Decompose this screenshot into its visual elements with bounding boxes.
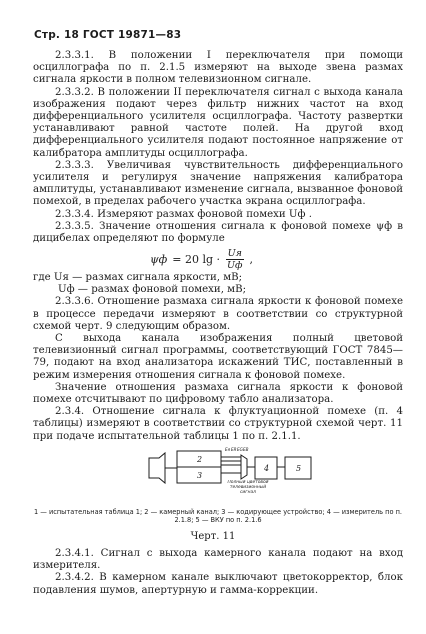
test-chart-icon: [149, 453, 165, 483]
paragraph-2-3-3-1: 2.3.3.1. В положении I переключателя при помощи осциллографа по п. 2.1.5 измеряют на выходе звена размах сигнала яркости в полном телевизионном сигнале.: [33, 50, 403, 86]
formula: [150, 248, 253, 271]
formula-numerator: Uя: [227, 248, 242, 259]
where-line-2: Uф — размах фоновой помехи, мВ;: [58, 284, 247, 296]
label-er: ER: [231, 447, 237, 452]
paragraph-readout: Значение отношения размаха сигнала яркости к фоновой помехе отсчитывают по цифровому табло анализатора.: [33, 381, 403, 406]
signal-label: Полный цветовой телевизионный сигнал: [227, 480, 269, 495]
label-ey: Eя: [225, 447, 231, 452]
box-5-label: 5: [296, 464, 302, 473]
formula-tail: ,: [249, 253, 253, 266]
paragraph-signal-program: С выхода канала изображения полный цветовой телевизионный сигнал программы, соответствующий ГОСТ 7845—79, подают на вход анализатора искажений ТИС, поставленный в режим измерения отношения сигнала к фоновой помехе.: [33, 333, 403, 381]
formula-lhs: ψф: [150, 253, 168, 266]
where-line-1: где Uя — размах сигнала яркости, мВ;: [33, 272, 243, 283]
formula-eq: = 20 lg ·: [172, 253, 221, 266]
paragraph-2-3-3-4: 2.3.3.4. Измеряют размах фоновой помехи Uф .: [55, 208, 312, 220]
box-3-label: 3: [197, 471, 203, 480]
formula-fraction: [225, 248, 244, 271]
block-diagram: [145, 445, 315, 503]
paragraph-2-3-3-5: 2.3.3.5. Значение отношения сигнала к фоновой помехе ψф в дицибелах определяют по формуле: [33, 220, 403, 245]
paragraph-2-3-4-2: 2.3.4.2. В камерном канале выключают цветокорректор, блок подавления шумов, апертурную и гамма-коррекции.: [33, 572, 403, 596]
page-header: Стр. 18 ГОСТ 19871—83: [34, 29, 182, 41]
formula-denominator: Uф: [227, 260, 243, 271]
figure-caption: 1 — испытательная таблица 1; 2 — камерный канал; 3 — кодирующее устройство; 4 — измеритель по п. 2.1.8; 5 — ВКУ по п. 2.1.6: [33, 508, 402, 524]
paragraph-2-3-4-1: 2.3.4.1. Сигнал с выхода камерного канала подают на вход измерителя.: [33, 548, 403, 572]
paragraph-2-3-3-3: 2.3.3.3. Увеличивая чувствительность дифференциального усилителя и регулируя значение напряжения калибратора амплитуды, устанавливают изменение сигнала, вызванное фоновой помехой, в пределах рабочего участка экрана осциллографа.: [33, 159, 403, 208]
text-block-2: [33, 272, 403, 443]
label-eb: EB: [243, 447, 249, 452]
paragraph-2-3-3-6: 2.3.3.6. Отношение размаха сигнала яркости к фоновой помехе в процессе передачи измеряют в соответствии со структурной схемой черт. 9 следующим образом.: [33, 296, 403, 332]
box-4-label: 4: [264, 464, 270, 473]
figure-title: Черт. 11: [190, 531, 236, 542]
text-block-1: [33, 50, 403, 245]
paragraph-2-3-4: 2.3.4. Отношение сигнала к флуктуационной помехе (п. 4 таблицы) измеряют в соответствии со структурной схемой черт. 11 при подаче испытательной таблицы 1 по п. 2.1.1.: [33, 406, 403, 442]
label-eg: EG: [237, 447, 243, 452]
text-block-3: [33, 548, 403, 597]
box-2-label: 2: [197, 455, 203, 464]
paragraph-2-3-3-2: 2.3.3.2. В положении II переключателя сигнал с выхода канала изображения подают через фильтр нижних частот на вход дифференциального усилителя осциллографа. Частоту развертки устанавливают равной частоте полей. На другой вход дифференциального усилителя подают постоянное напряжение от калибратора амплитуды осциллографа.: [33, 86, 403, 159]
